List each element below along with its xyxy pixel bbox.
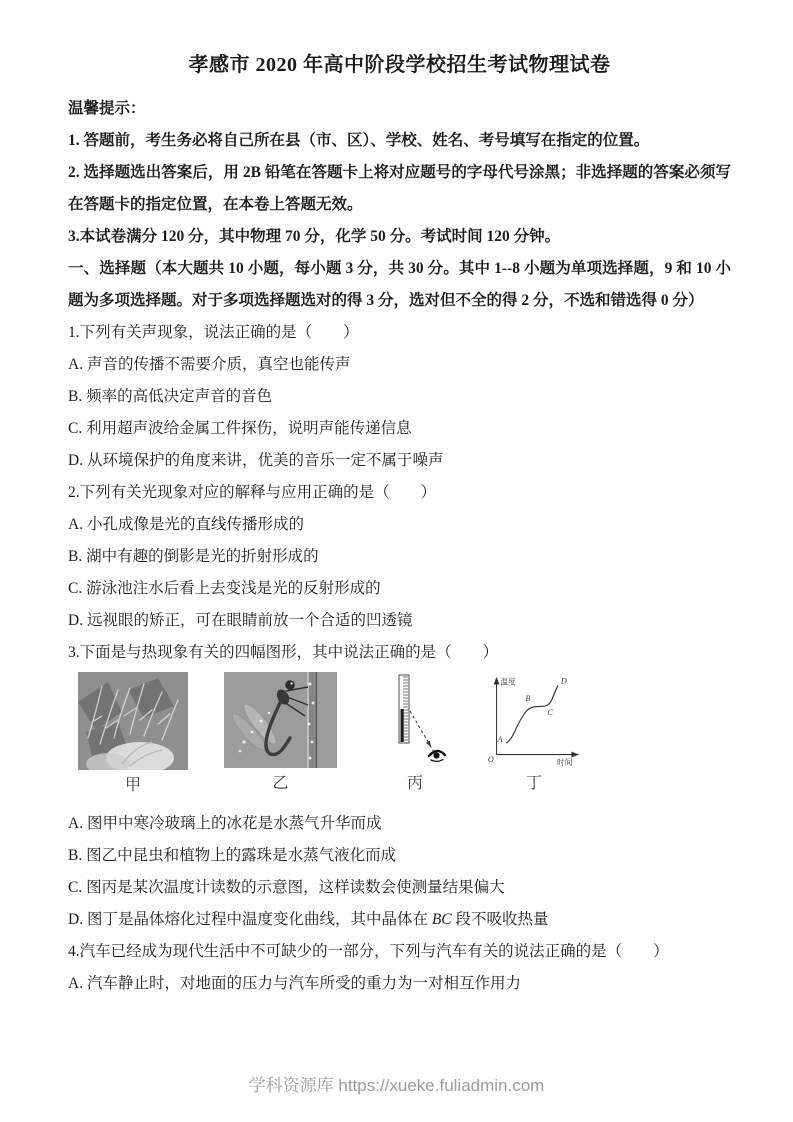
notice-item-1: 1. 答题前，考生务必将自己所在县（市、区）、学校、姓名、考号填写在指定的位置。: [68, 132, 650, 149]
y-axis-arrow: [494, 677, 500, 685]
exam-title: 孝感市 2020 年高中阶段学校招生考试物理试卷: [188, 54, 611, 76]
q2-stem: 2.下列有关光现象对应的解释与应用正确的是（ ）: [68, 484, 437, 501]
graph-xlabel: 时间: [557, 758, 573, 768]
mercury-column: [401, 709, 404, 742]
graph-point-a: A: [497, 735, 503, 745]
figure-ding-label: 丁: [525, 775, 542, 792]
notice-item-2: 2. 选择题选出答案后，用 2B 铅笔在答题卡上将对应题号的字母代号涂黑；非选择题的答案必须写在答题卡的指定位置，在本卷上答题无效。: [68, 164, 731, 213]
graph-point-d: D: [560, 676, 567, 686]
q3-option-d-text: D. 图丁是晶体熔化过程中温度变化曲线，其中晶体在: [68, 911, 432, 928]
q3-option-d-tail: 段不吸收热量: [451, 911, 549, 928]
plant-stem: [307, 672, 317, 768]
q1-option-d: D. 从环境保护的角度来讲，优美的音乐一定不属于噪声: [68, 452, 444, 469]
q2-option-a: A. 小孔成像是光的直线传播形成的: [68, 516, 304, 533]
q2-option-d: D. 远视眼的矫正，可在眼睛前放一个合适的凹透镜: [68, 612, 413, 629]
q1-option-c: C. 利用超声波给金属工件探伤，说明声能传递信息: [68, 420, 412, 437]
q4-option-a: A. 汽车静止时，对地面的压力与汽车所受的重力为一对相互作用力: [68, 975, 521, 992]
figure-ding: [481, 672, 587, 796]
q1-option-a: A. 声音的传播不需要介质，真空也能传声: [68, 356, 351, 373]
q3-option-a: A. 图甲中寒冷玻璃上的冰花是水蒸气升华而成: [68, 815, 382, 832]
watermark-footer: 学科资源库 https://xueke.fuliadmin.com: [248, 1076, 545, 1095]
q3-option-d-segment-label: BC: [431, 911, 452, 928]
q3-option-c: C. 图丙是某次温度计读数的示意图，这样读数会使测量结果偏大: [68, 879, 505, 896]
melting-curve-graph: [481, 672, 587, 768]
q4-stem: 4.汽车已经成为现代生活中不可缺少的一部分，下列与汽车有关的说法正确的是（ ）: [68, 943, 669, 960]
graph-axes: [497, 683, 574, 755]
q3-option-d: [68, 904, 731, 936]
frost-photo: [78, 672, 188, 770]
q1-stem: 1.下列有关声现象，说法正确的是（ ）: [68, 324, 359, 341]
graph-origin-label: O: [487, 755, 494, 765]
graph-point-c: C: [547, 708, 553, 718]
figure-bing: [379, 672, 451, 796]
exam-content: [68, 50, 731, 1000]
q3-stem: 3.下面是与热现象有关的四幅图形，其中说法正确的是（ ）: [68, 644, 499, 661]
notice-heading: 温馨提示：: [68, 100, 146, 117]
q2-option-b: B. 湖中有趣的倒影是光的折射形成的: [68, 548, 319, 565]
notice-item-3: 3.本试卷满分 120 分，其中物理 70 分，化学 50 分。考试时间 120 分钟。: [68, 228, 561, 245]
figure-bing-label: 丙: [406, 775, 423, 792]
figure-yi: [224, 672, 337, 796]
eye-icon: [429, 751, 445, 761]
q3-option-b: B. 图乙中昆虫和植物上的露珠是水蒸气液化而成: [68, 847, 397, 864]
figure-jia-label: 甲: [124, 777, 141, 794]
figure-yi-label: 乙: [272, 775, 289, 792]
thermometer-icon: [399, 675, 409, 743]
q1-option-b: B. 频率的高低决定声音的音色: [68, 388, 273, 405]
x-axis-arrow: [571, 752, 579, 758]
graph-point-b: B: [525, 693, 531, 703]
section-heading: 一、选择题（本大题共 10 小题，每小题 3 分，共 30 分。其中 1--8 小题为单项选择题，9 和 10 小题为多项选择题。对于多项选择题选对的得 3 分，选对但不全的得 2 分，不选和错选得 0 分）: [68, 260, 731, 309]
q2-option-c: C. 游泳池注水后看上去变浅是光的反射形成的: [68, 580, 381, 597]
figure-jia: [78, 672, 188, 798]
figure-row: [68, 672, 731, 798]
dragonfly-photo: [224, 672, 337, 768]
graph-ylabel: 温度: [500, 677, 516, 687]
thermometer-diagram: [379, 672, 451, 768]
sight-line: [410, 711, 434, 752]
